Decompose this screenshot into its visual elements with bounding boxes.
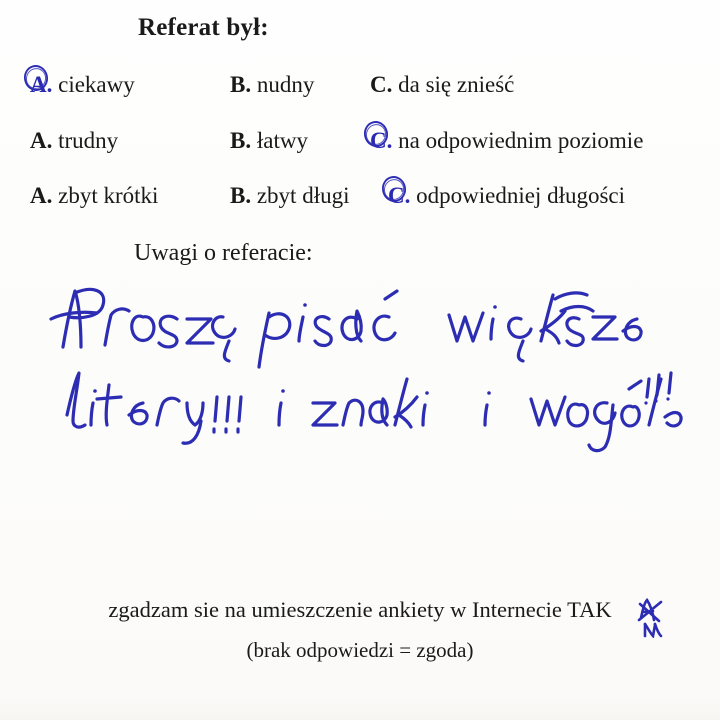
consent-text: zgadzam sie na umieszczenie ankiety w Internecie TAK — [108, 597, 612, 622]
option-b[interactable] — [230, 183, 349, 209]
option-c[interactable] — [370, 72, 514, 98]
option-label: zbyt długi — [256, 183, 350, 208]
option-a[interactable] — [30, 72, 135, 98]
option-letter: A. — [30, 128, 53, 153]
option-letter: C. — [370, 72, 393, 97]
option-a[interactable] — [30, 183, 158, 209]
consent-handwritten-mark — [637, 596, 667, 638]
option-label: ciekawy — [58, 72, 135, 97]
option-label: na odpowiednim poziomie — [398, 128, 644, 153]
consent-line — [0, 597, 720, 623]
option-letter: A. — [30, 183, 53, 208]
option-letter: B. — [230, 128, 252, 153]
option-a[interactable] — [30, 128, 118, 154]
comments-heading: Uwagi o referacie: — [134, 240, 313, 266]
option-label: da się znieść — [398, 72, 515, 97]
option-label: odpowiedniej długości — [416, 183, 626, 208]
option-b[interactable] — [230, 128, 308, 154]
handwritten-comment — [45, 275, 685, 465]
scan-edge-shadow — [0, 694, 720, 720]
option-label: zbyt krótki — [58, 183, 159, 208]
option-b[interactable] — [230, 72, 314, 98]
option-letter: B. — [230, 183, 252, 208]
option-label: nudny — [256, 72, 315, 97]
page-title: Referat był: — [138, 14, 269, 41]
consent-note: (brak odpowiedzi = zgoda) — [246, 638, 474, 662]
option-letter: B. — [230, 72, 252, 97]
option-label: trudny — [58, 128, 119, 153]
option-c[interactable] — [388, 183, 625, 209]
option-label: łatwy — [256, 128, 308, 153]
marked-letter: A. — [30, 72, 52, 98]
marked-letter: C. — [370, 128, 392, 154]
option-c[interactable] — [370, 128, 643, 154]
marked-letter: C. — [388, 183, 410, 209]
